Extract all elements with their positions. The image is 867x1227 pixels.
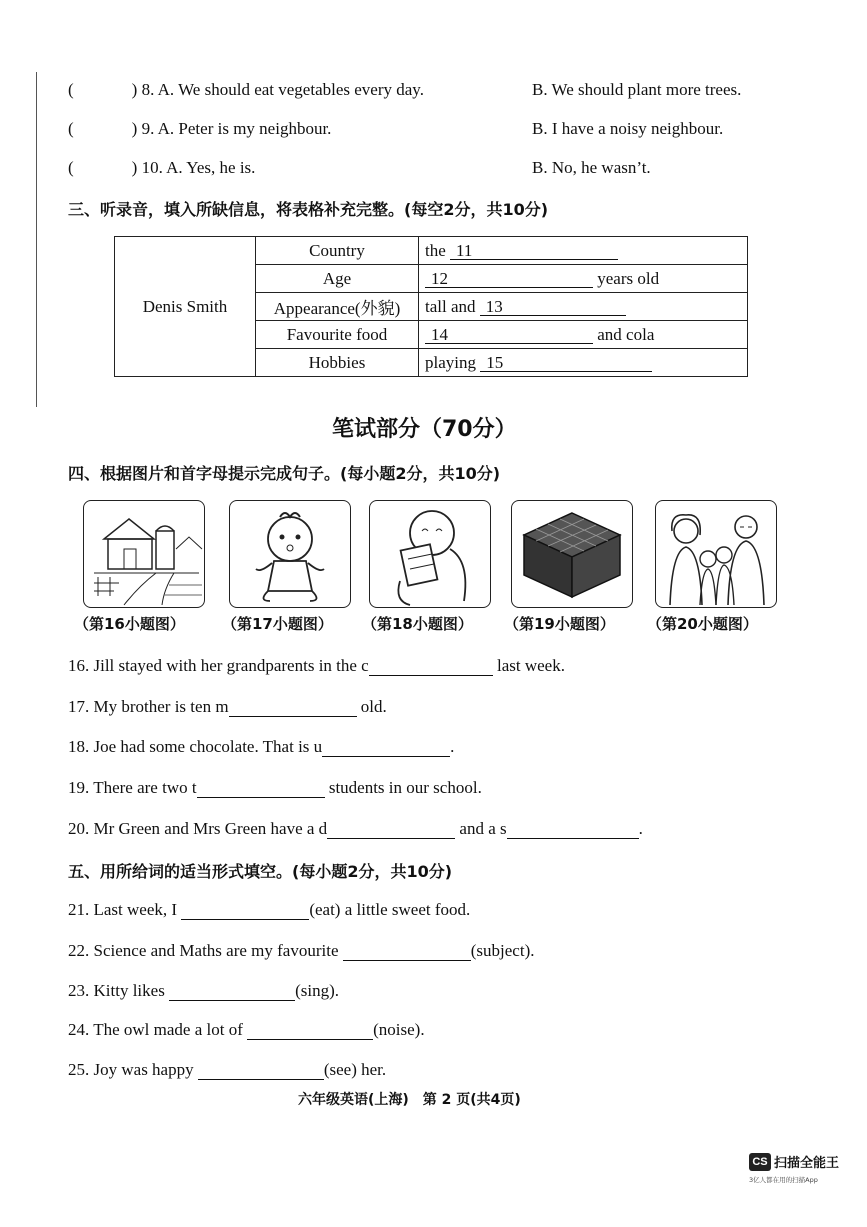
row-value: tall and 13 xyxy=(419,293,748,321)
scanner-watermark: CS 扫描全能王 xyxy=(749,1151,839,1171)
answer-blank[interactable] xyxy=(229,700,357,717)
question-17: 17. My brother is ten m old. xyxy=(68,697,387,716)
question-18: 18. Joe had some chocolate. That is u . xyxy=(68,737,455,756)
option-row-10: ( ) 10. A. Yes, he is. xyxy=(68,158,256,177)
question-19: 19. There are two t students in our school. xyxy=(68,778,482,797)
cube-of-dots-picture-icon xyxy=(511,500,633,608)
baby-picture-icon xyxy=(229,500,351,608)
caption-20: （第20小题图） xyxy=(647,615,758,633)
row-label: Hobbies xyxy=(256,349,419,377)
scanner-logo-icon: CS xyxy=(749,1153,771,1171)
answer-blank[interactable] xyxy=(198,1063,324,1080)
answer-blank[interactable] xyxy=(369,659,493,676)
question-16: 16. Jill stayed with her grandparents in the c last week. xyxy=(68,656,565,675)
section5-heading: 五、用所给词的适当形式填空。(每小题2分，共10分) xyxy=(68,862,453,881)
answer-blank[interactable] xyxy=(247,1023,373,1040)
answer-blank[interactable] xyxy=(322,740,450,757)
row-value: the 11 xyxy=(419,237,748,265)
answer-blank[interactable]: 11 xyxy=(450,242,618,260)
row-value: 12 years old xyxy=(419,265,748,293)
question-23: 23. Kitty likes (sing). xyxy=(68,981,339,1000)
row-label: Favourite food xyxy=(256,321,419,349)
caption-19: （第19小题图） xyxy=(504,615,615,633)
option-row-9: ( ) 9. A. Peter is my neighbour. xyxy=(68,119,332,138)
farm-picture-icon xyxy=(83,500,205,608)
answer-blank[interactable]: 13 xyxy=(480,298,626,316)
answer-blank[interactable] xyxy=(197,781,325,798)
option-row-8: ( ) 8. A. We should eat vegetables every day. xyxy=(68,80,424,99)
answer-blank[interactable] xyxy=(327,822,455,839)
row-label: Country xyxy=(256,237,419,265)
row-label: Appearance(外貌) xyxy=(256,293,419,321)
option-10-b: B. No, he wasn’t. xyxy=(532,158,651,177)
answer-blank[interactable] xyxy=(343,944,471,961)
question-25: 25. Joy was happy (see) her. xyxy=(68,1060,387,1079)
caption-18: （第18小题图） xyxy=(362,615,473,633)
answer-blank[interactable]: 14 xyxy=(425,326,593,344)
person-name: Denis Smith xyxy=(115,237,256,377)
page-footer: 六年级英语(上海) 第 2 页(共4页) xyxy=(298,1092,521,1108)
scanner-tagline: 3亿人都在用的扫描App xyxy=(749,1176,818,1184)
answer-blank[interactable] xyxy=(507,822,639,839)
question-20: 20. Mr Green and Mrs Green have a d and a s . xyxy=(68,819,643,838)
row-value: 14 and cola xyxy=(419,321,748,349)
section4-heading: 四、根据图片和首字母提示完成句子。(每小题2分，共10分) xyxy=(68,464,501,483)
question-22: 22. Science and Maths are my favourite (subject). xyxy=(68,941,535,960)
info-table xyxy=(114,236,748,377)
caption-16: （第16小题图） xyxy=(74,615,185,633)
question-21: 21. Last week, I (eat) a little sweet food. xyxy=(68,900,471,919)
family-picture-icon xyxy=(655,500,777,608)
answer-blank[interactable] xyxy=(169,984,295,1001)
written-part-title: 笔试部分（70分） xyxy=(332,417,517,442)
table-row xyxy=(115,237,748,265)
chocolate-picture-icon xyxy=(369,500,491,608)
row-value: playing 15 xyxy=(419,349,748,377)
answer-blank[interactable]: 12 xyxy=(425,270,593,288)
row-label: Age xyxy=(256,265,419,293)
answer-blank[interactable]: 15 xyxy=(480,354,652,372)
caption-17: （第17小题图） xyxy=(222,615,333,633)
answer-blank[interactable] xyxy=(181,903,309,920)
option-8-b: B. We should plant more trees. xyxy=(532,80,742,99)
option-9-b: B. I have a noisy neighbour. xyxy=(532,119,724,138)
section3-heading: 三、听录音，填入所缺信息，将表格补充完整。(每空2分，共10分) xyxy=(68,200,549,219)
question-24: 24. The owl made a lot of (noise). xyxy=(68,1020,425,1039)
binding-margin-line xyxy=(36,72,37,407)
